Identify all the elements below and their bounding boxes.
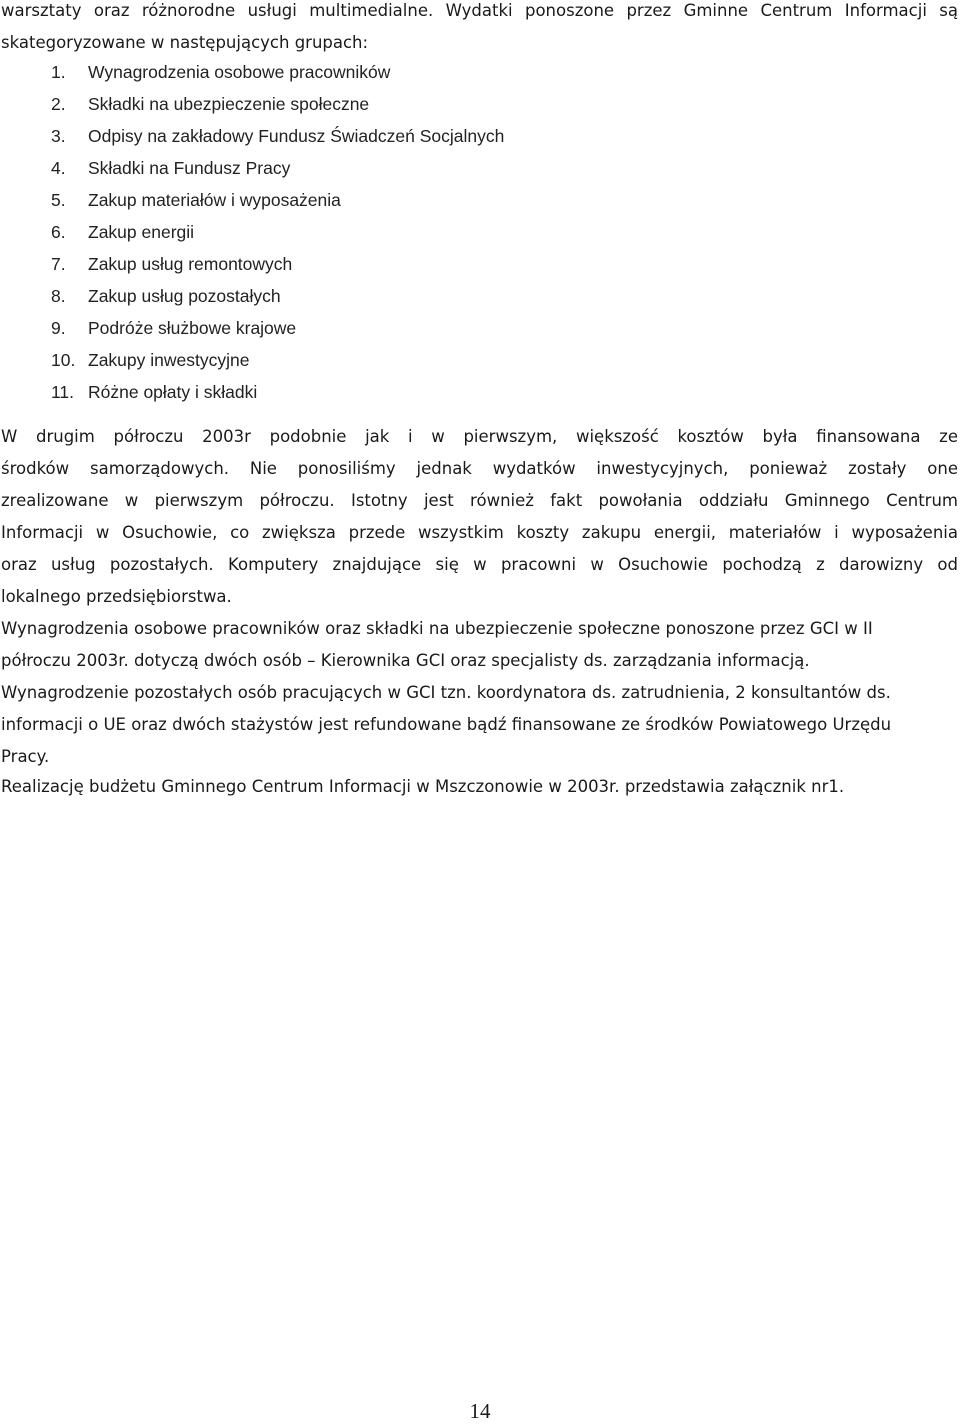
- list-item: 4. Składki na Fundusz Pracy: [51, 158, 291, 178]
- paragraph-3-line: informacji o UE oraz dwóch stażystów jest refundowane bądź finansowane ze środków Powiatowego Urzędu: [1, 715, 892, 734]
- paragraph-2-line: półroczu 2003r. dotyczą dwóch osób – Kierownika GCI oraz specjalisty ds. zarządzania informacją.: [1, 651, 810, 670]
- paragraph-4: Realizację budżetu Gminnego Centrum Informacji w Mszczonowie w 2003r. przedstawia załącznik nr1.: [1, 777, 845, 796]
- list-item: 5. Zakup materiałów i wyposażenia: [51, 190, 341, 210]
- list-item: 9. Podróże służbowe krajowe: [51, 318, 297, 338]
- paragraph-1-line: lokalnego przedsiębiorstwa.: [1, 587, 232, 606]
- paragraph-3-line: Wynagrodzenie pozostałych osób pracujących w GCI tzn. koordynatora ds. zatrudnienia, 2 konsultantów ds.: [1, 683, 891, 702]
- list-item: 11. Różne opłaty i składki: [51, 382, 258, 402]
- paragraph-1-line: oraz usług pozostałych. Komputery znajdujące się w pracowni w Osuchowie pochodzą z darowizny od: [1, 555, 958, 574]
- intro-line-2: skategoryzowane w następujących grupach:: [1, 33, 369, 52]
- paragraph-1-line: W drugim półroczu 2003r podobnie jak i w pierwszym, większość kosztów była finansowana ze: [1, 427, 958, 446]
- paragraph-2-line: Wynagrodzenia osobowe pracowników oraz składki na ubezpieczenie społeczne ponoszone przez GCI w II: [1, 619, 873, 638]
- list-item: 7. Zakup usług remontowych: [51, 254, 293, 274]
- list-item: 10. Zakupy inwestycyjne: [51, 350, 250, 370]
- intro-line-1: warsztaty oraz różnorodne usługi multimedialne. Wydatki ponoszone przez Gminne Centrum Informacji są: [1, 1, 958, 20]
- paragraph-3-line: Pracy.: [1, 747, 50, 766]
- list-item: 8. Zakup usług pozostałych: [51, 286, 281, 306]
- paragraph-1-line: zrealizowane w pierwszym półroczu. Istotny jest również fakt powołania oddziału Gminnego Centrum: [1, 491, 958, 510]
- paragraph-1-line: środków samorządowych. Nie ponosiliśmy jednak wydatków inwestycyjnych, ponieważ zostały one: [1, 459, 958, 478]
- expense-category-list: [51, 56, 504, 408]
- list-item: 6. Zakup energii: [51, 222, 195, 242]
- list-item: 2. Składki na ubezpieczenie społeczne: [51, 94, 370, 114]
- page-number: 14: [469, 1399, 491, 1423]
- list-item: 1. Wynagrodzenia osobowe pracowników: [51, 62, 391, 82]
- list-item: 3. Odpisy na zakładowy Fundusz Świadczeń Socjalnych: [51, 126, 505, 146]
- paragraph-1-line: Informacji w Osuchowie, co zwiększa przede wszystkim koszty zakupu energii, materiałów i wyposażenia: [1, 523, 958, 542]
